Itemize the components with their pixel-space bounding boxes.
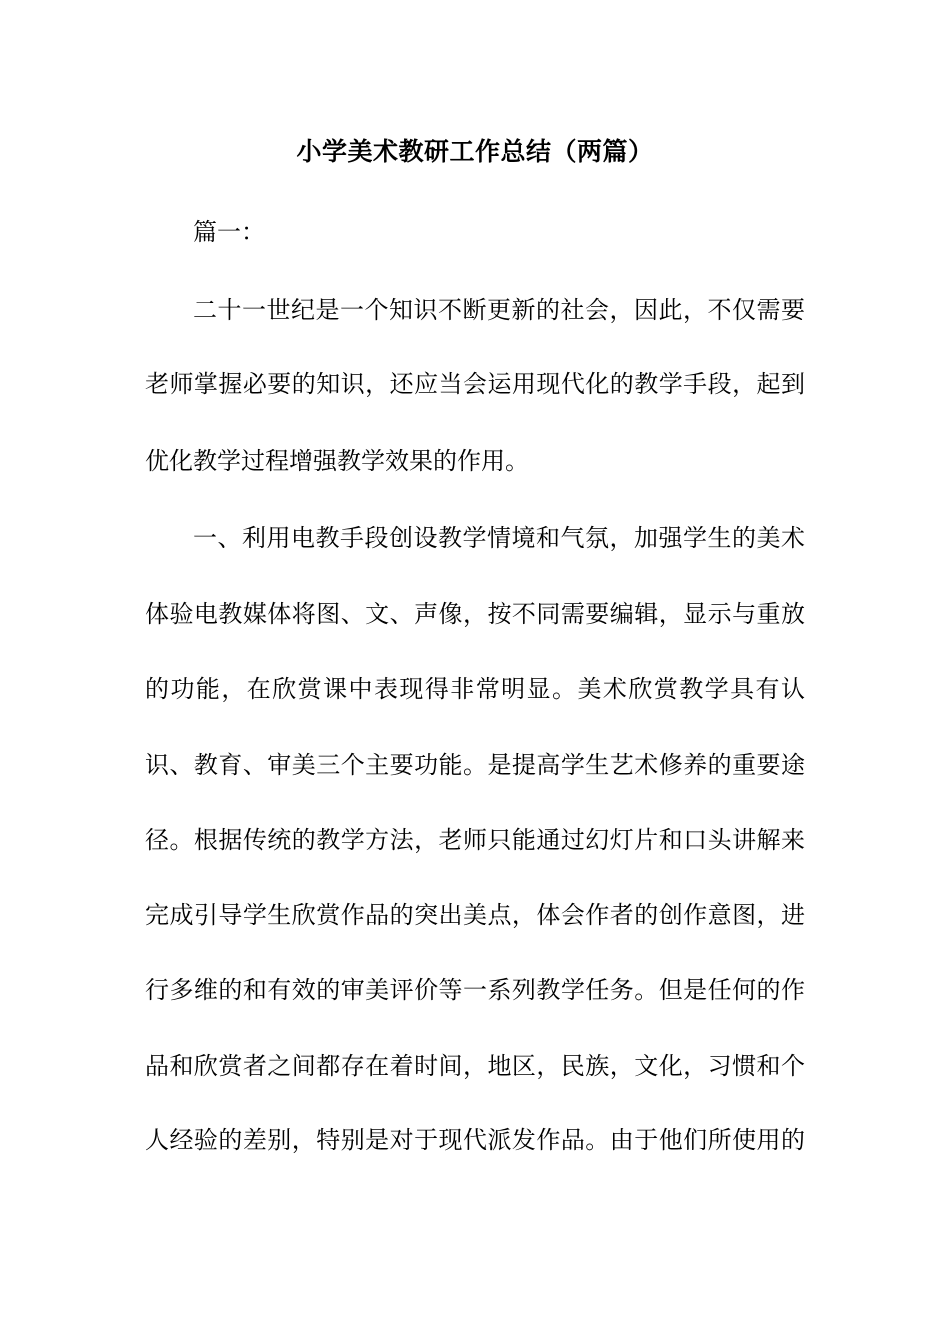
paragraph-line: 一、利用电教手段创设教学情境和气氛，加强学生的美术 <box>193 524 805 552</box>
section-heading: 篇一： <box>193 218 265 246</box>
paragraph-line: 品和欣赏者之间都存在着时间，地区，民族，文化，习惯和个 <box>145 1052 805 1080</box>
paragraph-line: 识、教育、审美三个主要功能。是提高学生艺术修养的重要途 <box>145 751 805 779</box>
paragraph-line: 体验电教媒体将图、文、声像，按不同需要编辑，显示与重放 <box>145 600 805 628</box>
paragraph-line: 完成引导学生欣赏作品的突出美点，体会作者的创作意图，进 <box>145 901 805 929</box>
paragraph-line: 二十一世纪是一个知识不断更新的社会，因此，不仅需要 <box>193 296 805 324</box>
paragraph-line: 行多维的和有效的审美评价等一系列教学任务。但是任何的作 <box>145 976 805 1004</box>
paragraph-line: 老师掌握必要的知识，还应当会运用现代化的教学手段，起到 <box>145 370 805 398</box>
paragraph-line: 优化教学过程增强教学效果的作用。 <box>145 447 529 475</box>
paragraph-line: 人经验的差别，特别是对于现代派发作品。由于他们所使用的 <box>145 1126 805 1154</box>
paragraph-line: 的功能，在欣赏课中表现得非常明显。美术欣赏教学具有认 <box>145 675 805 703</box>
paragraph-line: 径。根据传统的教学方法，老师只能通过幻灯片和口头讲解来 <box>145 826 805 854</box>
document-title: 小学美术教研工作总结（两篇） <box>296 137 654 166</box>
